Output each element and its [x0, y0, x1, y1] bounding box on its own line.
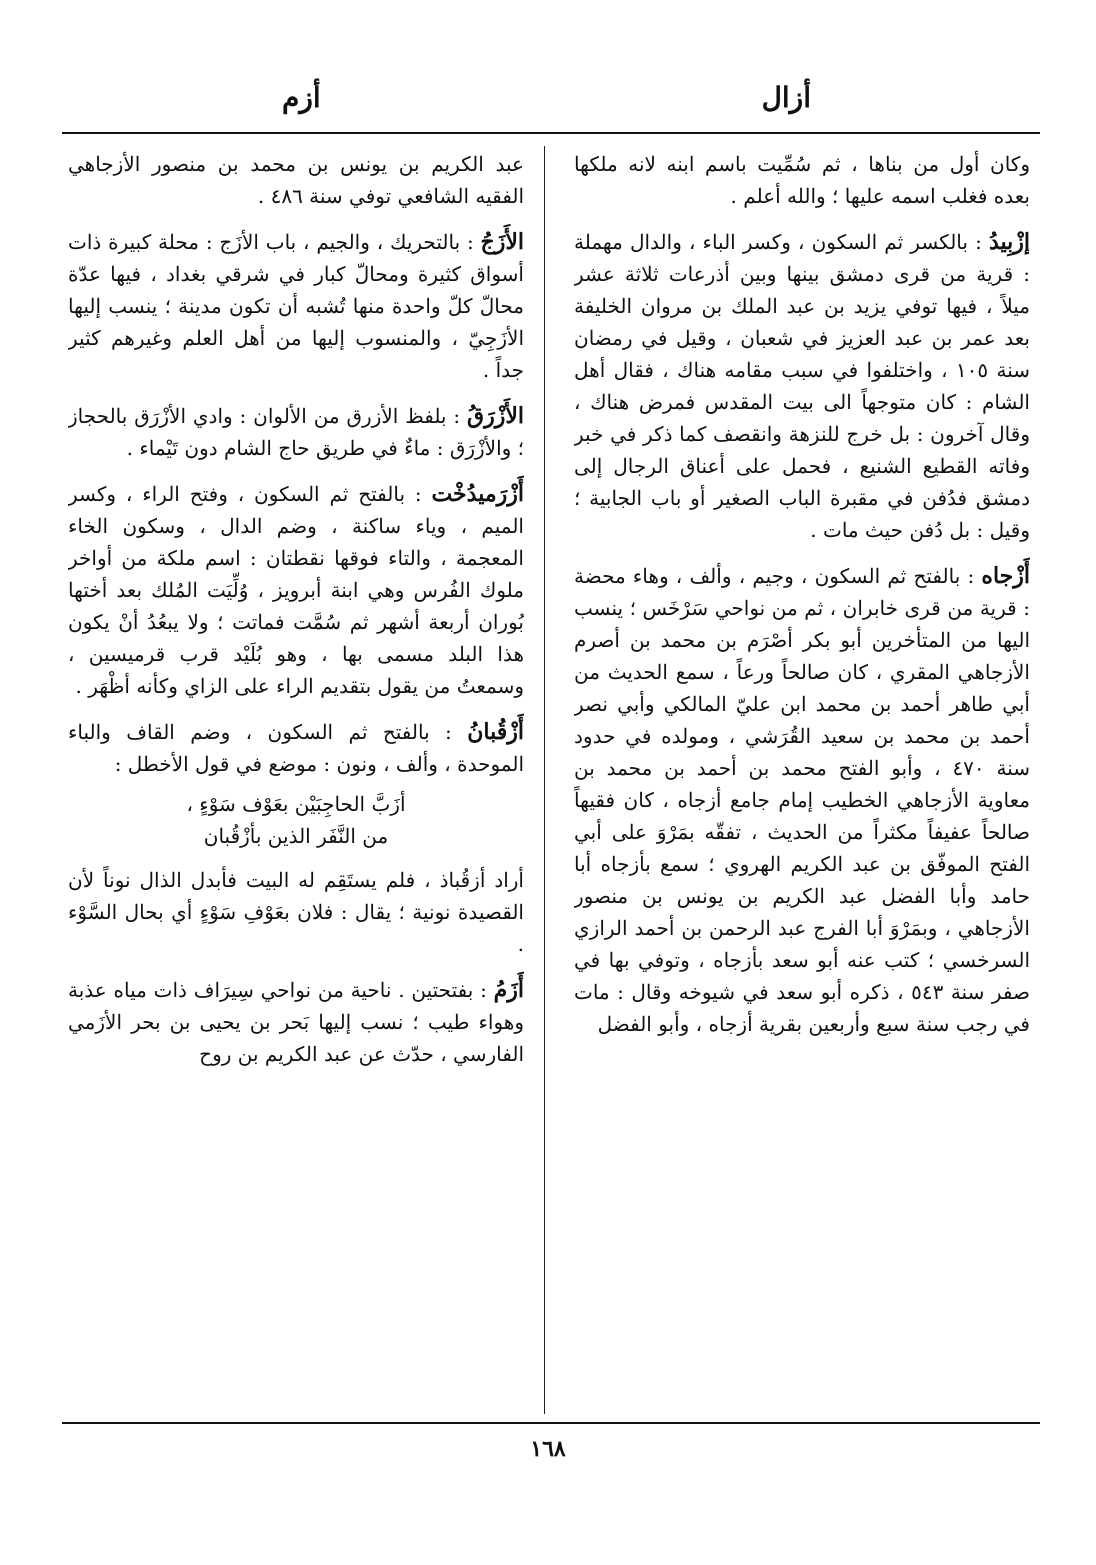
- entry-al-azraq: [68, 400, 524, 464]
- entry-text: : بلفظ الأزرق من الألوان : وادي الأزْرَق بالحجاز ؛ والأزْرَق : ماءٌ في طريق حاج الشام دون تَيْماء .: [68, 404, 524, 460]
- entry-text: : بالفتح ثم السكون ، وفتح الراء ، وكسر الميم ، وياء ساكنة ، وضم الدال ، وسكون الخاء المعجمة ، والتاء فوقها نقطتان : اسم ملكة من أواخر ملوك الفُرس وهي ابنة أبرويز ، وُلِّيَت المُلك بعد أختها بُوران أربعة أشهر ثم سُمَّت فماتت ؛ ولا يبعُدُ أنْ يكون هذا البلد مسمى بها ، وهو بُلَيْد قرب قرميسين ، وسمعتُ من يقول بتقديم الراء على الزاي وكأنه أظْهَر .: [68, 482, 524, 698]
- verse-line-2: من النَّفَر الذين بأزْقُبان: [203, 824, 389, 848]
- poetry-verse: [68, 788, 524, 852]
- entry-headword: أَزْقُبانُ: [467, 719, 524, 745]
- entry-azqubban: [68, 716, 524, 780]
- page-number: ١٦٨: [530, 1436, 566, 1462]
- entry-text: : بالفتح ثم السكون ، وضم القاف والباء الموحدة ، وألف ، ونون : موضع في قول الأخطل :: [68, 720, 524, 776]
- entry-al-azaj: [68, 226, 524, 386]
- right-column: [574, 148, 1030, 1418]
- entry-headword: إزْبِيدُ: [988, 229, 1030, 255]
- entry-azjah: [574, 560, 1030, 1040]
- left-running-header: أزم: [282, 81, 321, 114]
- entry-azam: [68, 974, 524, 1070]
- entry-continuation-left: [68, 148, 524, 212]
- entry-headword: الأَزَجُ: [480, 229, 524, 255]
- entry-text: : بالتحريك ، والجيم ، باب الأزَج : محلة كبيرة ذات أسواق كثيرة ومحالّ كبار في شرقي بغداد ، فيها عدّة محالّ كلّ واحدة منها تُشبه أن تكون مدينة ؛ ينسب إليها الأزَجِيّ ، والمنسوب إليها من أهل العلم وغيرهم كثير جداً .: [68, 230, 524, 382]
- entry-text: عبد الكريم بن يونس بن محمد بن منصور الأزجاهي الفقيه الشافعي توفي سنة ٤٨٦ .: [68, 152, 524, 208]
- bottom-rule: [62, 1422, 1040, 1424]
- verse-line-1: أزَبَّ الحاجِبَيْن بعَوْف سَوْءٍ ،: [186, 792, 406, 816]
- entry-text: : بفتحتين . ناحية من نواحي سِيرَاف ذات مياه عذبة وهواء طيب ؛ نسب إليها بَحر بن يحيى بن بحر الأزَمي الفارسي ، حدّث عن عبد الكريم بن روح: [68, 978, 524, 1066]
- entry-text: : بالفتح ثم السكون ، وجيم ، وألف ، وهاء محضة : قرية من قرى خابران ، ثم من نواحي سَرْخَس ؛ ينسب اليها من المتأخرين أبو بكر أصْرَم بن محمد بن أصرم الأزجاهي المقري ، كان صالحاً ورعاً ، سمع الحديث من أبي طاهر أحمد بن محمد ابن عليّ المالكي وأبي نصر أحمد بن محمد بن سعيد القُرَشي ، ومولده في حدود سنة ٤٧٠ ، وأبو الفتح محمد بن أحمد بن محمد بن معاوية الأزجاهي الخطيب إمام جامع أزجاه ، كان فقيهاً صالحاً عفيفاً مكثراً من الحديث ، تفقّه بمَرْوَ على أبي الفتح الموفّق بن عبد الكريم الهروي ؛ سمع بأزجاه أبا حامد وأبا الفضل عبد الكريم بن يونس بن منصور الأزجاهي ، وبمَرْوَ أبا الفرج عبد الرحمن بن أحمد الرازي السرخسي ؛ كتب عنه أبو سعد بأزجاه ، وتوفي بها في صفر سنة ٥٤٣ ، ذكره أبو سعد في شيوخه وقال : مات في رجب سنة سبع وأربعين بقرية أزجاه ، وأبو الفضل: [574, 564, 1030, 1036]
- right-running-header: أزال: [761, 81, 811, 114]
- left-column: [68, 148, 524, 1418]
- entry-izbid: [574, 226, 1030, 546]
- entry-verse-commentary: [68, 864, 524, 960]
- column-divider: [544, 146, 545, 1414]
- entry-headword: الأَزْرَقُ: [467, 403, 524, 429]
- entry-text: : بالكسر ثم السكون ، وكسر الباء ، والدال مهملة : قرية من قرى دمشق بينها وبين أذرعات ثلاثة عشر ميلاً ، فيها توفي يزيد بن عبد الملك بن مروان الخليفة بعد عمر بن عبد العزيز في شعبان ، وقيل في رمضان سنة ١٠٥ ، واختلفوا في سبب مقامه هناك ، فقال أهل الشام : كان متوجهاً الى بيت المقدس فمرض هناك ، وقال آخرون : بل خرج للنزهة وانقصف كما ذكر في خبر وفاته القطيع الشنيع ، فحمل على أعناق الرجال إلى دمشق فدُفن في مقبرة الباب الصغير أو باب الجابية ؛ وقيل : بل دُفن حيث مات .: [574, 230, 1030, 542]
- entry-text: وكان أول من بناها ، ثم سُمِّيت باسم ابنه لانه ملكها بعده فغلب اسمه عليها ؛ والله أعلم .: [574, 152, 1030, 208]
- entry-headword: أَزْرَميدُخْت: [431, 481, 524, 507]
- entry-headword: أَزْجاه: [981, 563, 1030, 589]
- entry-text: أراد أزقُباذ ، فلم يستَقِم له البيت فأبدل الذال نوناً لأن القصيدة نونية ؛ يقال : فلان بعَوْفِ سَوْءٍ أي بحال السَّوْء .: [68, 868, 524, 956]
- entry-azramidukht: [68, 478, 524, 702]
- entry-headword: أَزَمُ: [493, 977, 524, 1003]
- entry-continuation-right: [574, 148, 1030, 212]
- top-rule: [62, 132, 1040, 134]
